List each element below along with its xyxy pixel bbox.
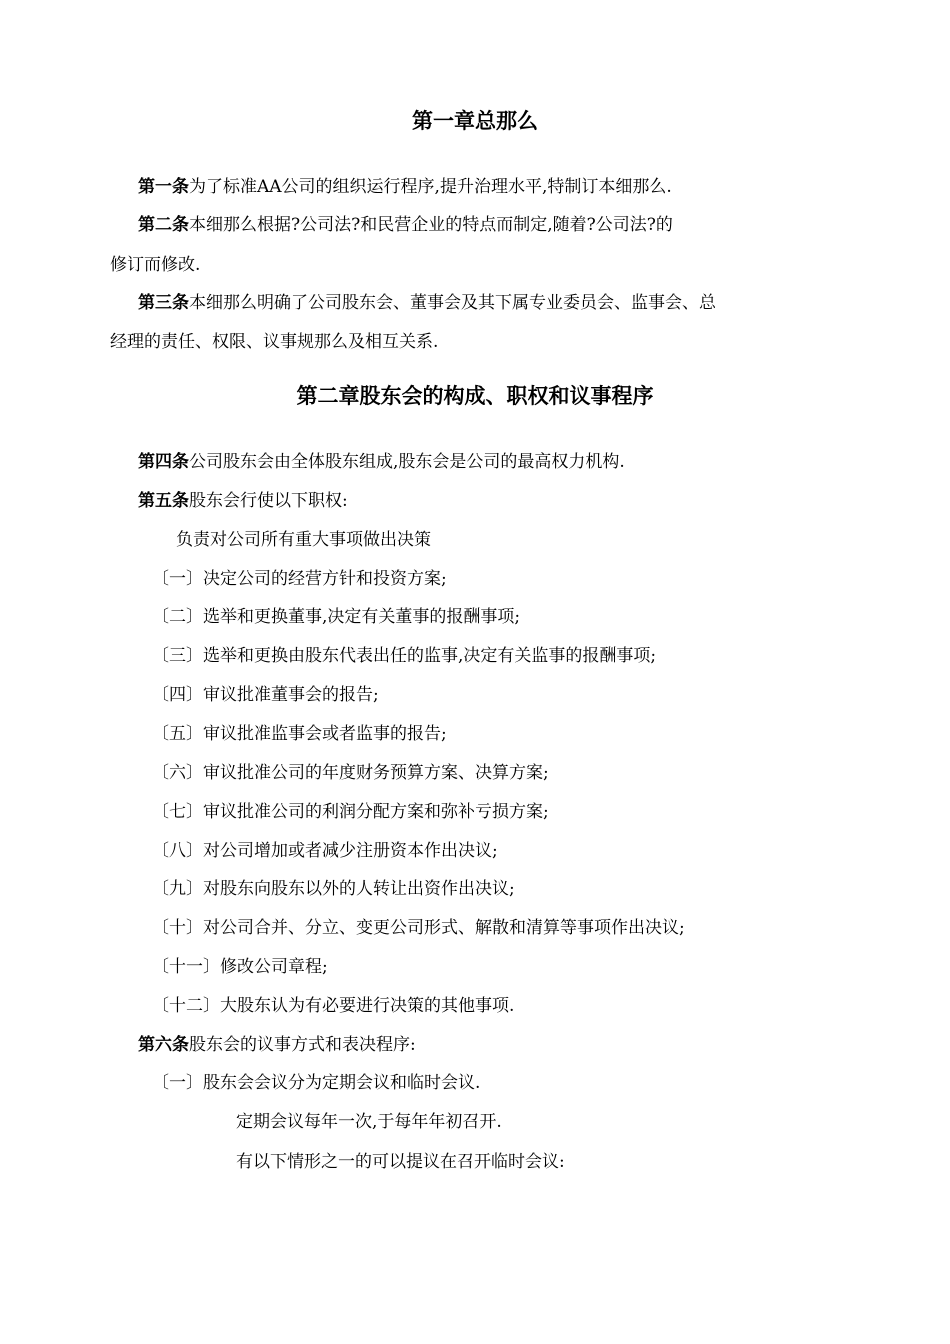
article-6-text: 股东会的议事方式和表决程序: [189,1035,416,1055]
article-3-text: 本细那么明确了公司股东会、董事会及其下属专业委员会、监事会、总 [189,293,716,313]
chapter-1-title: 第一章总那么 [412,108,538,133]
list-item: 〔一〕决定公司的经营方针和投资方案; [152,569,447,589]
article-4-label: 第四条 [138,452,189,472]
sub-item: 定期会议每年一次,于每年年初召开. [236,1112,502,1132]
sub-item: 有以下情形之一的可以提议在召开临时会议: [236,1152,565,1172]
article-3-label: 第三条 [138,293,189,313]
list-item: 〔四〕审议批准董事会的报告; [152,685,379,705]
list-item: 〔一〕股东会会议分为定期会议和临时会议. [152,1073,481,1093]
list-item: 〔十〕对公司合并、分立、变更公司形式、解散和清算等事项作出决议; [152,918,685,938]
list-item: 〔八〕对公司增加或者减少注册资本作出决议; [152,841,498,861]
article-5-intro: 负责对公司所有重大事项做出决策 [176,530,431,550]
article-1 [138,176,672,198]
list-item: 〔五〕审议批准监事会或者监事的报告; [152,724,447,744]
list-item: 〔九〕对股东向股东以外的人转让出资作出决议; [152,879,515,899]
list-item: 〔七〕审议批准公司的利润分配方案和弥补亏损方案; [152,802,549,822]
article-6-label: 第六条 [138,1035,189,1055]
list-item: 〔三〕选举和更换由股东代表出任的监事,决定有关监事的报酬事项; [152,646,657,666]
article-5-text: 股东会行使以下职权: [189,491,348,511]
list-item: 〔十二〕大股东认为有必要进行决策的其他事项. [152,996,515,1016]
article-2-continuation: 修订而修改. [110,255,201,275]
article-2 [138,214,673,236]
chapter-2-title: 第二章股东会的构成、职权和议事程序 [296,383,654,408]
article-3 [138,292,716,314]
article-4-text: 公司股东会由全体股东组成,股东会是公司的最高权力机构. [189,452,625,472]
article-1-text: 为了标准AA公司的组织运行程序,提升治理水平,特制订本细那么. [189,177,672,197]
article-2-text: 本细那么根据?公司法?和民营企业的特点而制定,随着?公司法?的 [189,215,673,235]
article-3-continuation: 经理的责任、权限、议事规那么及相互关系. [110,332,439,352]
article-5 [138,490,348,512]
article-2-label: 第二条 [138,215,189,235]
article-4 [138,451,625,473]
article-6 [138,1034,416,1056]
article-1-label: 第一条 [138,177,189,197]
list-item: 〔二〕选举和更换董事,决定有关董事的报酬事项; [152,607,521,627]
article-5-label: 第五条 [138,491,189,511]
list-item: 〔十一〕修改公司章程; [152,957,328,977]
list-item: 〔六〕审议批准公司的年度财务预算方案、决算方案; [152,763,549,783]
